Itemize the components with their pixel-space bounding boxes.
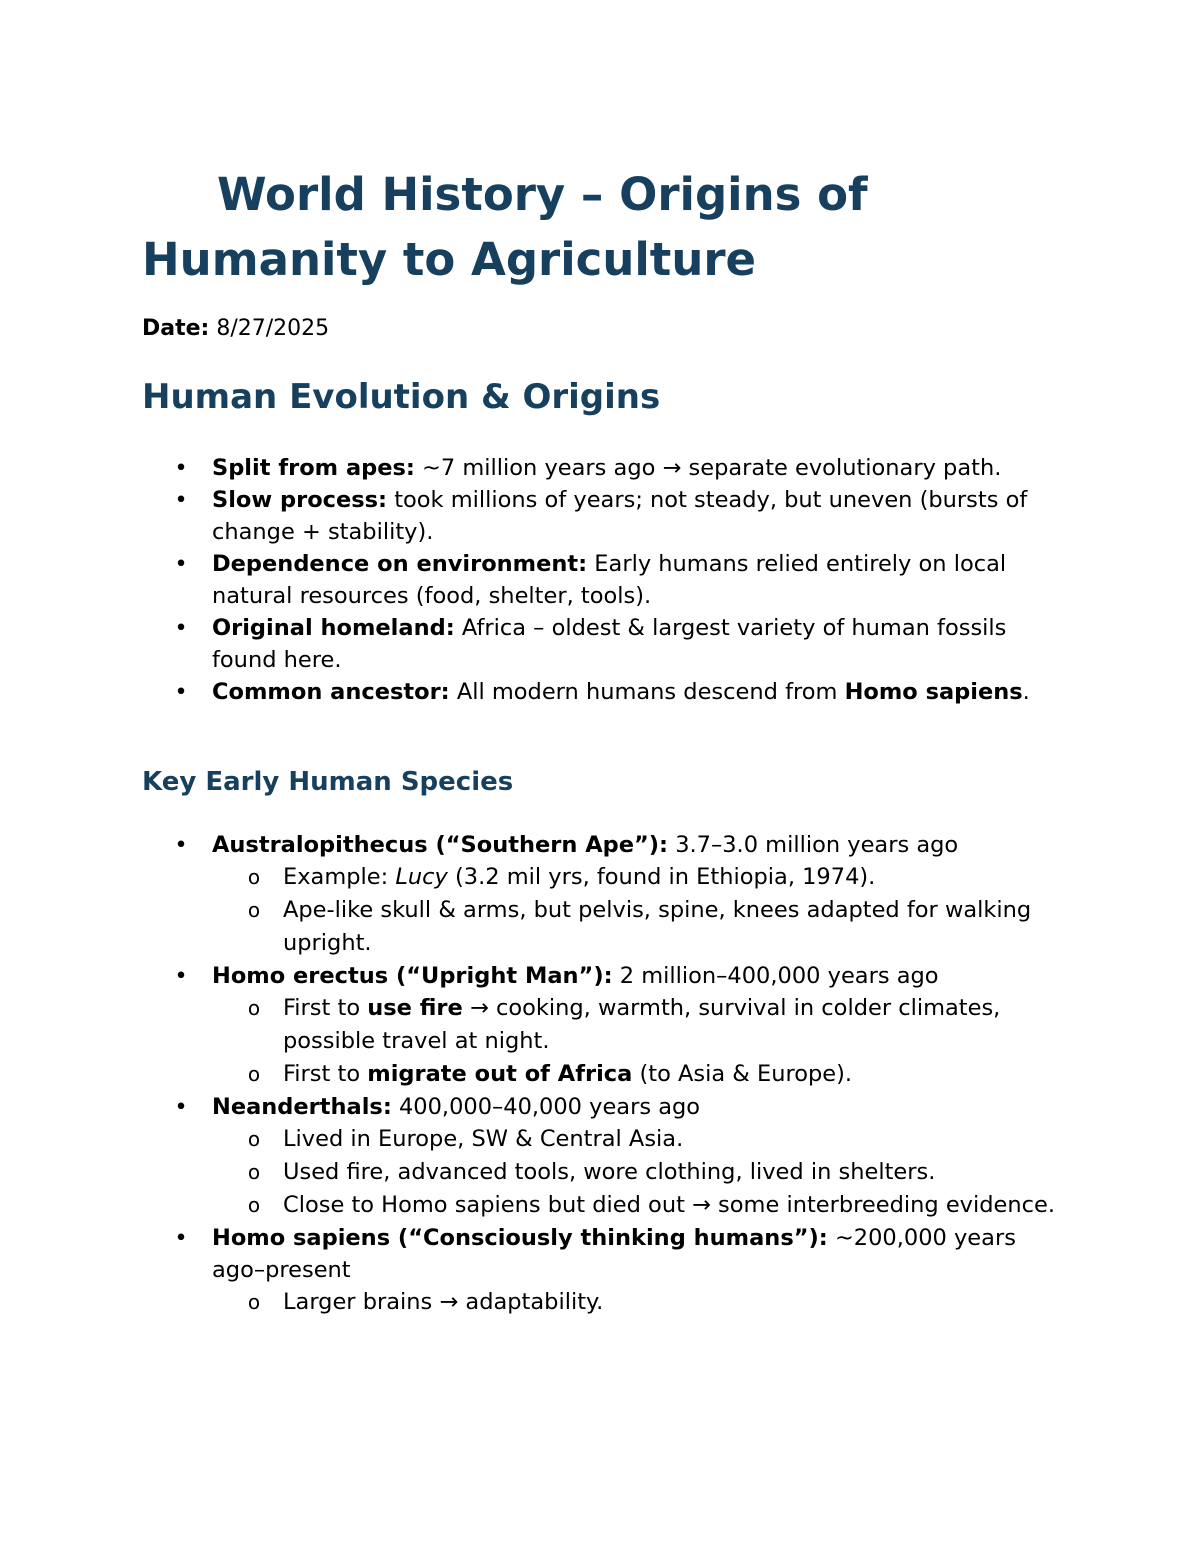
species-list [0,829,1200,1319]
bullet-icon: • [174,832,188,858]
sub-item [212,1058,1060,1091]
sub-item [212,1156,1060,1189]
item-term: Slow process: [212,487,388,513]
list-item [0,452,1200,484]
sub-bold: use fire [367,995,463,1021]
species-text: 400,000–40,000 years ago [391,1094,701,1120]
sub-bullet-icon: o [247,865,261,889]
item-text: Africa – oldest & largest variety of human fossils found here. [212,615,1007,673]
item-text: . [1022,679,1030,705]
species-sublist [212,1286,1060,1319]
species-item [0,1222,1200,1319]
bullet-icon: • [174,455,188,481]
sub-bullet-icon: o [247,1160,261,1184]
sub-text: Example: [283,864,396,890]
sub-text: → cooking, warmth, survival in colder climates, possible travel at night. [283,995,1001,1054]
evolution-list [0,452,1200,708]
bullet-icon: • [174,679,188,705]
species-term: Australopithecus (“Southern Ape”): [212,832,669,858]
sub-text: Used fire, advanced tools, wore clothing, lived in shelters. [283,1159,936,1185]
section-heading-key-species: Key Early Human Species [142,767,514,797]
sub-item [212,894,1060,960]
species-text: 2 million–400,000 years ago [612,963,939,989]
species-term: Neanderthals: [212,1094,392,1120]
item-term: Dependence on environment: [212,551,588,577]
bullet-icon: • [174,615,188,641]
sub-item [212,1123,1060,1156]
sub-text: Larger brains → adaptability. [283,1289,604,1315]
bullet-icon: • [174,487,188,513]
species-item [0,960,1200,1091]
item-text: Early humans relied entirely on local natural resources (food, shelter, tools). [212,551,1007,609]
item-text: took millions of years; not steady, but uneven (bursts of change + stability). [212,487,1028,545]
list-item [0,548,1200,612]
sub-bullet-icon: o [247,1193,261,1217]
list-item [0,484,1200,548]
species-text: 3.7–3.0 million years ago [668,832,959,858]
species-sublist [212,1123,1060,1222]
date-value: 8/27/2025 [209,316,330,341]
list-item [0,676,1200,708]
species-term: Homo erectus (“Upright Man”): [212,963,613,989]
sub-text: Lived in Europe, SW & Central Asia. [283,1126,684,1152]
species-sublist [212,861,1060,960]
section-heading-human-evolution: Human Evolution & Origins [142,377,661,417]
page-title: World History – Origins of Humanity to Agriculture [142,168,868,286]
sub-text: First to [283,1061,368,1087]
species-sublist [212,992,1060,1091]
sub-item [212,1189,1060,1222]
sub-bullet-icon: o [247,1062,261,1086]
list-item [0,612,1200,676]
sub-text: First to [283,995,368,1021]
sub-text: Close to Homo sapiens but died out → some interbreeding evidence. [283,1192,1055,1218]
sub-item [212,861,1060,894]
bullet-icon: • [174,1225,188,1251]
item-term: Common ancestor: [212,679,450,705]
bullet-icon: • [174,551,188,577]
item-text: ~7 million years ago → separate evolutionary path. [414,455,1002,481]
item-term: Split from apes: [212,455,415,481]
item-term: Original homeland: [212,615,455,641]
date-label: Date: [142,316,210,341]
species-term: Homo sapiens (“Consciously thinking humans”): [212,1225,828,1251]
sub-bullet-icon: o [247,1127,261,1151]
sub-text: Ape-like skull & arms, but pelvis, spine, knees adapted for walking upright. [283,897,1032,956]
sub-bullet-icon: o [247,996,261,1020]
sub-bullet-icon: o [247,1290,261,1314]
bullet-icon: • [174,1094,188,1120]
species-item [0,1091,1200,1222]
sub-text: (3.2 mil yrs, found in Ethiopia, 1974). [447,864,876,890]
bullet-icon: • [174,963,188,989]
sub-text: (to Asia & Europe). [632,1061,853,1087]
sub-bold: migrate out of Africa [367,1061,633,1087]
species-text: ~200,000 years ago–present [212,1225,1016,1283]
item-text: All modern humans descend from [449,679,845,705]
sub-item [212,992,1060,1058]
date-line [142,313,329,345]
sub-bullet-icon: o [247,898,261,922]
sub-italic: Lucy [395,864,448,890]
item-bold: Homo sapiens [844,679,1023,705]
sub-item [212,1286,1060,1319]
species-item [0,829,1200,960]
